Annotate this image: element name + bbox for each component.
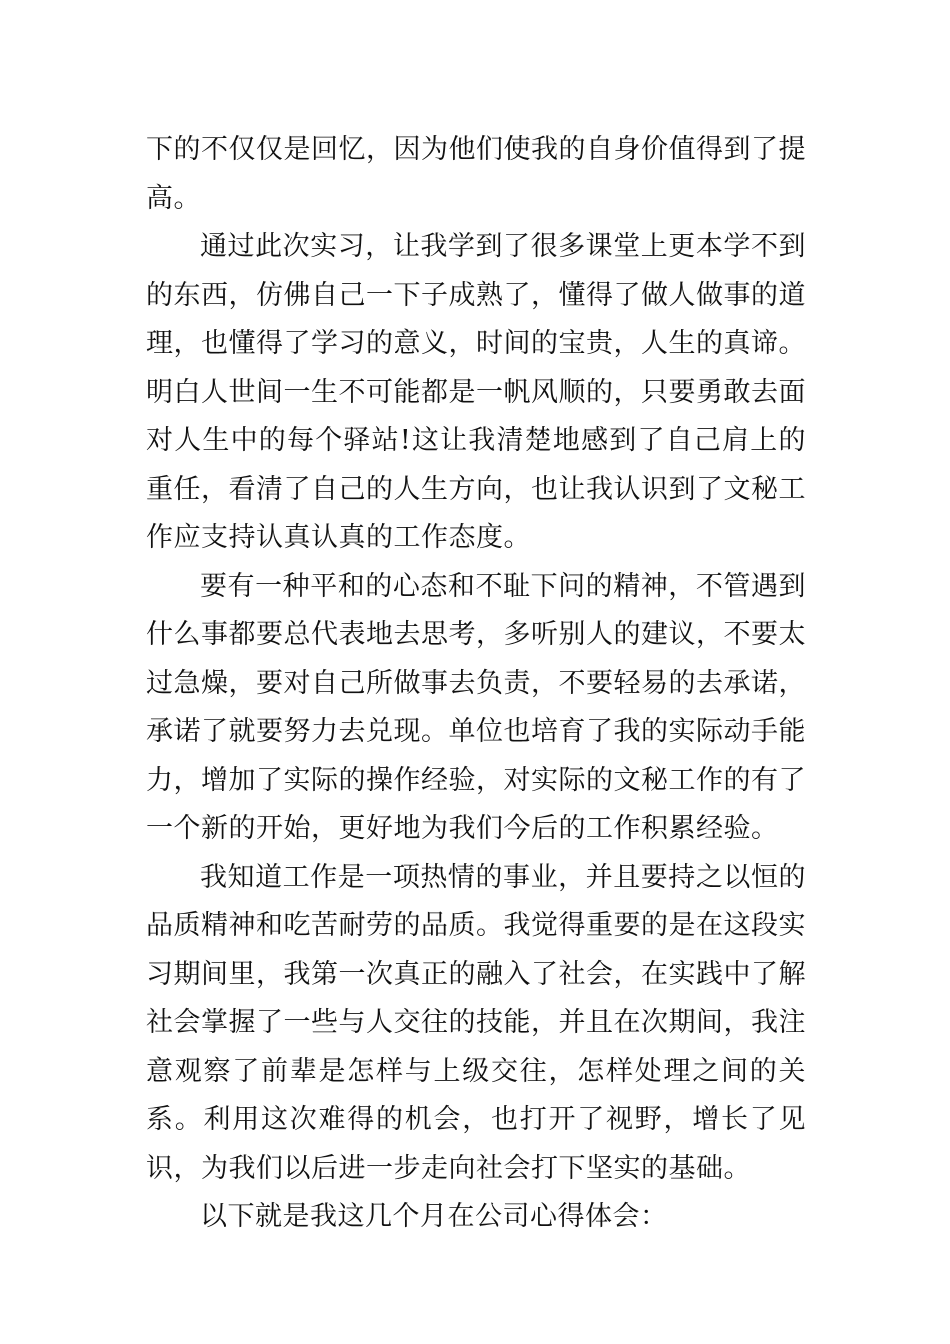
paragraph-internship-lessons: 通过此次实习，让我学到了很多课堂上更本学不到的东西，仿佛自己一下子成熟了，懂得了做人做事的道理，也懂得了学习的意义，时间的宝贵，人生的真谛。明白人世间一生不可能都是一帆风顺的，只要勇敢去面对人生中的每个驿站!这让我清楚地感到了自己肩上的重任，看清了自己的人生方向，也让我认识到了文秘工作应支持认真认真的工作态度。 xyxy=(146,231,806,553)
paragraph-work-passion: 我知道工作是一项热情的事业，并且要持之以恒的品质精神和吃苦耐劳的品质。我觉得重要的是在这段实习期间里，我第一次真正的融入了社会，在实践中了解社会掌握了一些与人交往的技能，并且在次期间，我注意观察了前辈是怎样与上级交往，怎样处理之间的关系。利用这次难得的机会，也打开了视野，增长了见识，为我们以后进一步走向社会打下坚实的基础。 xyxy=(146,861,806,1184)
paragraph-attitude: 要有一种平和的心态和不耻下问的精神，不管遇到什么事都要总代表地去思考，多听别人的建议，不要太过急燥，要对自己所做事去负责，不要轻易的去承诺，承诺了就要努力去兑现。单位也培育了我的实际动手能力，增加了实际的操作经验，对实际的文秘工作的有了一个新的开始，更好地为我们今后的工作积累经验。 xyxy=(146,570,806,844)
paragraph-continuation: 下的不仅仅是回忆，因为他们使我的自身价值得到了提高。 xyxy=(146,134,806,214)
paragraph-intro-summary: 以下就是我这几个月在公司心得体会： xyxy=(200,1201,668,1232)
document-body xyxy=(146,126,806,1242)
